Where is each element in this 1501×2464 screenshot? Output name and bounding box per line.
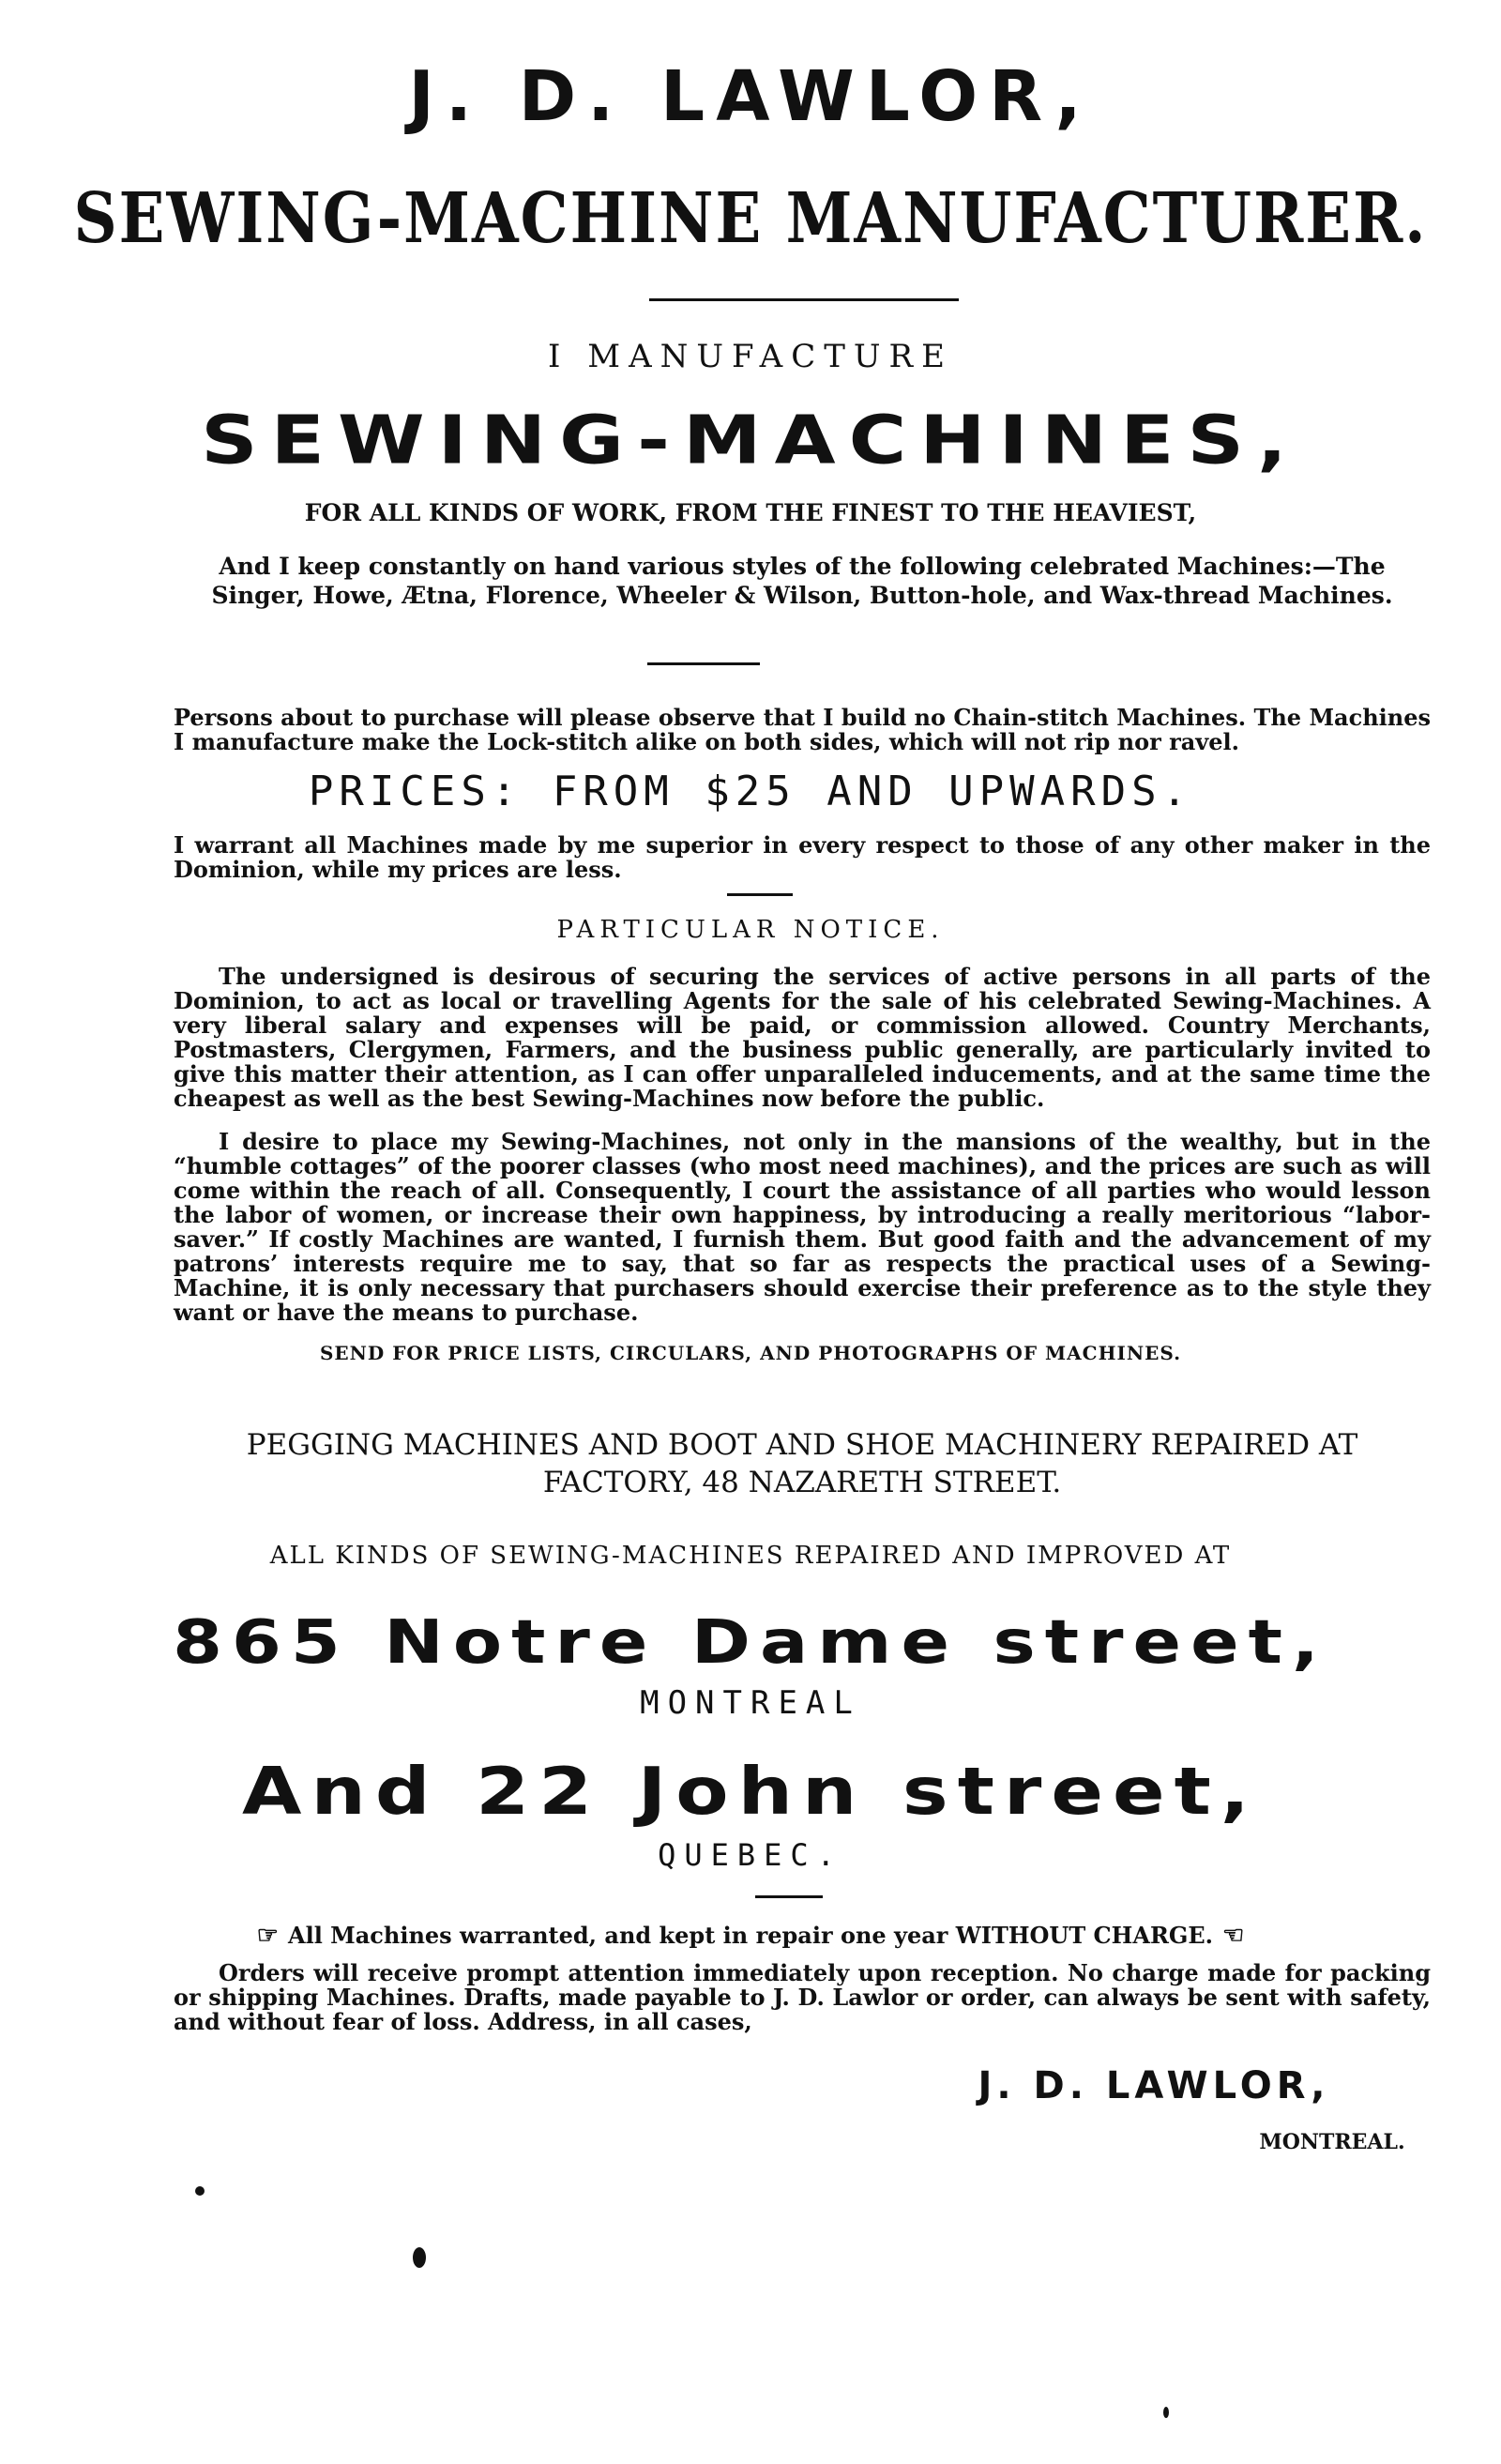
orders-paragraph: Orders will receive prompt attention immediately upon reception. No charge made for packing or shipping Machines. Drafts, made payable to J. D. Lawlor or order, can always be sent with safety, and without fear of loss. Address, in all cases,: [174, 1959, 1431, 2035]
send-for-lists: SEND FOR PRICE LISTS, CIRCULARS, AND PHOTOGRAPHS OF MACHINES.: [319, 1342, 1182, 1364]
trade-title: SEWING-MACHINE MANUFACTURER.: [73, 178, 1428, 260]
montreal-address: 865 Notre Dame street,: [173, 1605, 1328, 1678]
notice-heading: PARTICULAR NOTICE.: [556, 916, 945, 944]
proprietor-name: J. D. LAWLOR,: [408, 56, 1093, 137]
signature-name: J. D. LAWLOR,: [978, 2064, 1330, 2107]
chain-stitch-paragraph: Persons about to purchase will please observe that I build no Chain-stitch Machines. The Machines I manufacture make the Lock-stitch alike on both sides, which will not rip nor ravel.: [174, 704, 1431, 755]
ink-speck: [413, 2247, 426, 2268]
quebec-address: And 22 John street,: [242, 1754, 1259, 1830]
product-headline: SEWING-MACHINES,: [201, 401, 1300, 479]
pointing-hand-right-icon: ☞: [256, 1922, 279, 1950]
stock-list: And I keep constantly on hand various styles of the following celebrated Machines:—The Singer, Howe, Ætna, Florence, Wheeler & Wilson, Button-hole, and Wax-thread Machines.: [211, 553, 1393, 609]
divider: [649, 298, 959, 301]
product-scope: FOR ALL KINDS OF WORK, FROM THE FINEST TO THE HEAVIEST,: [304, 499, 1197, 526]
agents-paragraph: The undersigned is desirous of securing the services of active persons in all parts of the Dominion, to act as local or travelling Agents for the sale of his celebrated Sewing-Machines. A very liberal salary and expenses will be paid, or commission allowed. Country Merchants, Postmasters, Clergymen, Farmers, and the business public generally, are particularly invited to give this matter their attention, as I can offer unparalleled inducements, and at the same time the cheapest as well as the best Sewing-Machines now before the public.: [174, 963, 1431, 1112]
warranty-paragraph: I warrant all Machines made by me superior in every respect to those of any other maker in the Dominion, while my prices are less.: [174, 831, 1431, 883]
pegging-notice: PEGGING MACHINES AND BOOT AND SHOE MACHINERY REPAIRED AT FACTORY, 48 NAZARETH STREET.: [246, 1428, 1358, 1499]
prices-headline: PRICES: FROM $25 AND UPWARDS.: [308, 768, 1193, 815]
manufacture-line: I MANUFACTURE: [548, 338, 953, 375]
guarantee-line: [0, 1922, 1501, 1950]
cottages-paragraph: I desire to place my Sewing-Machines, not only in the mansions of the wealthy, but in the “humble cottages” of the poorer classes (who most need machines), and the prices are such as will come within the reach of all. Consequently, I court the assistance of all parties who would lesson the labor of women, or increase their own happiness, by introducing a really meritorious “labor-saver.” If costly Machines are wanted, I furnish them. But good faith and the advancement of my patrons’ interests require me to say, that so far as respects the practical uses of a Sewing-Machine, it is only necessary that purchasers should exercise their preference as to the style they want or have the means to purchase.: [174, 1128, 1431, 1326]
montreal-city: MONTREAL: [640, 1684, 861, 1722]
guarantee-text: All Machines warranted, and kept in repair one year WITHOUT CHARGE.: [287, 1922, 1214, 1949]
ink-speck: [1163, 2407, 1169, 2418]
repair-heading: ALL KINDS OF SEWING-MACHINES REPAIRED AND IMPROVED AT: [269, 1542, 1232, 1570]
pointing-hand-left-icon: ☜: [1222, 1922, 1245, 1950]
signature-city: MONTREAL.: [1259, 2130, 1405, 2154]
quebec-city: QUEBEC.: [658, 1837, 843, 1873]
divider: [755, 1895, 823, 1898]
divider: [647, 662, 760, 665]
divider: [727, 893, 793, 896]
ink-speck: [195, 2186, 205, 2196]
